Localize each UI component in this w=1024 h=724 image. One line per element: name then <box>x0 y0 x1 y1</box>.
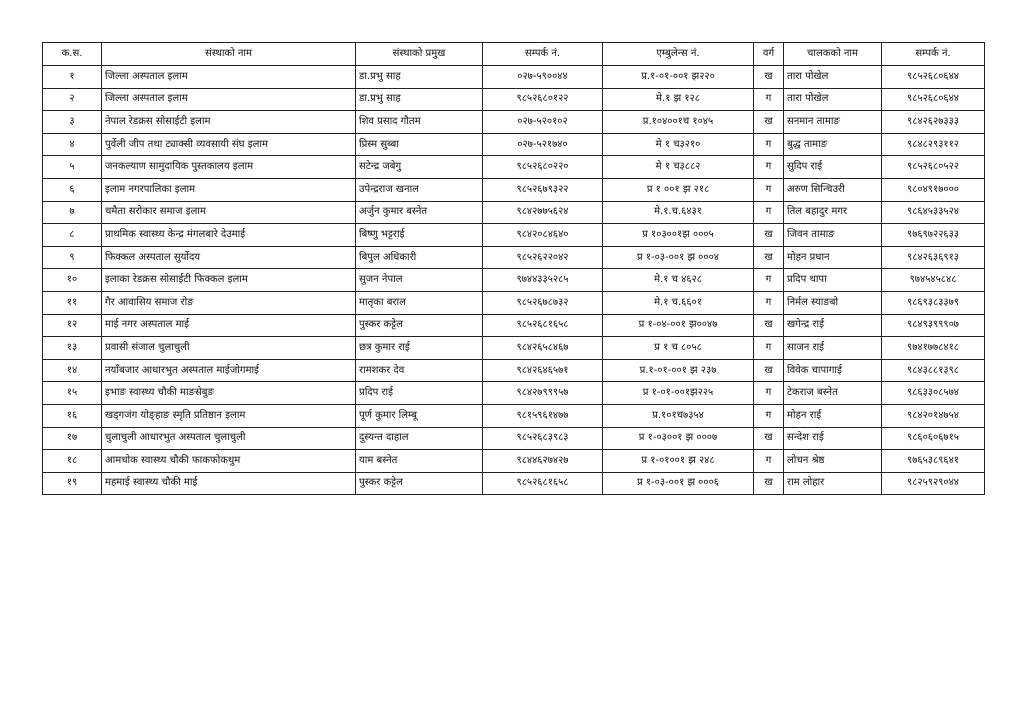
class-cell: ग <box>754 450 784 473</box>
organization-head-cell: सुजन नेपाल <box>356 269 483 292</box>
table-row <box>43 66 985 89</box>
contact-number-cell: ९८५२६८०२२० <box>483 156 603 179</box>
driver-contact-cell: ९८०४९१७००० <box>882 178 985 201</box>
header-driver-name: चालकको नाम <box>784 43 882 66</box>
ambulance-number-cell: प्र १-०३-००१ झ ०००६ <box>603 472 754 495</box>
class-cell: ख <box>754 359 784 382</box>
organization-name-cell: गैर आवासिय समाज रोङ <box>102 291 356 314</box>
organization-head-cell: डा.प्रभु साह <box>356 66 483 89</box>
serial-cell: १४ <box>43 359 102 382</box>
table-row <box>43 337 985 360</box>
driver-name-cell: सनमान तामाङ <box>784 111 882 134</box>
ambulance-number-cell: मे.१ झ १२८ <box>603 88 754 111</box>
contact-number-cell: ९८४४६२७४२७ <box>483 450 603 473</box>
class-cell: ग <box>754 337 784 360</box>
header-organization-name: संस्थाको नाम <box>102 43 356 66</box>
driver-name-cell: तारा पोखेल <box>784 88 882 111</box>
table-row <box>43 201 985 224</box>
driver-name-cell: प्रदिप थापा <box>784 269 882 292</box>
table-row <box>43 156 985 179</box>
organization-head-cell: छत्र कुमार राई <box>356 337 483 360</box>
table-row <box>43 133 985 156</box>
organization-name-cell: इलाका रेडक्रस सोसाईटी फिक्कल इलाम <box>102 269 356 292</box>
table-row <box>43 472 985 495</box>
class-cell: ग <box>754 88 784 111</box>
contact-number-cell: ०२७-५२१७४० <box>483 133 603 156</box>
class-cell: ख <box>754 314 784 337</box>
class-cell: ख <box>754 427 784 450</box>
ambulance-number-cell: प्र.१-०१-००१ झ २३७ <box>603 359 754 382</box>
header-organization-head: संस्थाको प्रमुख <box>356 43 483 66</box>
serial-cell: १९ <box>43 472 102 495</box>
table-row <box>43 111 985 134</box>
organization-name-cell: प्राथमिक स्वास्थ्य केन्द्र मंगलबारे देउमाई <box>102 224 356 247</box>
organization-name-cell: जिल्ला अस्पताल इलाम <box>102 66 356 89</box>
contact-number-cell: ९८५२६८१६५८ <box>483 314 603 337</box>
driver-contact-cell: ९८६३३०८५७४ <box>882 382 985 405</box>
class-cell: ख <box>754 224 784 247</box>
driver-name-cell: सुदिप राई <box>784 156 882 179</box>
ambulance-number-cell: प्र १-०४-००१ झ००४७ <box>603 314 754 337</box>
organization-head-cell: अर्जुन कुमार बस्नेत <box>356 201 483 224</box>
contact-number-cell: ९८४२०८४६४० <box>483 224 603 247</box>
driver-contact-cell: ९८६९३८३३७९ <box>882 291 985 314</box>
serial-cell: १० <box>43 269 102 292</box>
organization-name-cell: फिक्कल अस्पताल सुर्योदय <box>102 246 356 269</box>
header-serial: क.स. <box>43 43 102 66</box>
table-row <box>43 427 985 450</box>
contact-number-cell: ९८५२६८३९८३ <box>483 427 603 450</box>
organization-head-cell: दुस्यन्त दाहाल <box>356 427 483 450</box>
table-row <box>43 224 985 247</box>
class-cell: ग <box>754 201 784 224</box>
organization-head-cell: प्रदिप राई <box>356 382 483 405</box>
class-cell: ख <box>754 472 784 495</box>
header-contact-number: सम्पर्क नं. <box>483 43 603 66</box>
driver-name-cell: विवेक चापागाई <box>784 359 882 382</box>
table-header-row <box>43 43 985 66</box>
driver-name-cell: जिवन तामाङ <box>784 224 882 247</box>
table-row <box>43 359 985 382</box>
ambulance-number-cell: प्र १-०१-००१झ२२५ <box>603 382 754 405</box>
serial-cell: १८ <box>43 450 102 473</box>
ambulance-number-cell: प्र.१०४००१च १०४५ <box>603 111 754 134</box>
driver-name-cell: निर्मल स्याङबो <box>784 291 882 314</box>
table-row <box>43 404 985 427</box>
contact-number-cell: ९८५२६८१६५८ <box>483 472 603 495</box>
ambulance-number-cell: मे १ च३२१० <box>603 133 754 156</box>
table-row <box>43 269 985 292</box>
driver-name-cell: लोचन श्रेष्ठ <box>784 450 882 473</box>
organization-name-cell: माई नगर अस्पताल माई <box>102 314 356 337</box>
organization-name-cell: चमैता सरोकार समाज इलाम <box>102 201 356 224</box>
class-cell: ख <box>754 111 784 134</box>
table-row <box>43 314 985 337</box>
contact-number-cell: ९८४२६४६५७१ <box>483 359 603 382</box>
organization-name-cell: पुर्वेली जीप तथा ट्याक्सी व्यवसायी संघ इलाम <box>102 133 356 156</box>
driver-name-cell: तिल बहादुर मगर <box>784 201 882 224</box>
table-row <box>43 291 985 314</box>
class-cell: ग <box>754 269 784 292</box>
ambulance-number-cell: मे.१ च ४६२८ <box>603 269 754 292</box>
ambulance-number-cell: प्र १०३००१झ ०००५ <box>603 224 754 247</box>
serial-cell: ३ <box>43 111 102 134</box>
organization-head-cell: शिव प्रसाद गौतम <box>356 111 483 134</box>
class-cell: ख <box>754 246 784 269</box>
driver-contact-cell: ९८५२६८०६४४ <box>882 88 985 111</box>
table-row <box>43 88 985 111</box>
class-cell: ग <box>754 156 784 179</box>
contact-number-cell: ९८५२६७८७३२ <box>483 291 603 314</box>
organization-name-cell: प्रवासी संजाल चुलाचुली <box>102 337 356 360</box>
header-ambulance-number: एम्बुलेन्स नं. <box>603 43 754 66</box>
contact-number-cell: ०२७-५२०१०२ <box>483 111 603 134</box>
table-row <box>43 246 985 269</box>
driver-name-cell: खगेन्द्र राई <box>784 314 882 337</box>
organization-head-cell: पूर्ण कुमार लिम्बू <box>356 404 483 427</box>
contact-number-cell: ९८५२६७९३२२ <box>483 178 603 201</box>
contact-number-cell: ९८१५९६१४७७ <box>483 404 603 427</box>
contact-number-cell: ०२७-५९००४४ <box>483 66 603 89</box>
organization-head-cell: याम बस्नेत <box>356 450 483 473</box>
driver-name-cell: राम लोहार <box>784 472 882 495</box>
organization-name-cell: आमचोक स्वास्थ्य चौकी फाकफोकथुम <box>102 450 356 473</box>
ambulance-contact-table <box>42 42 985 495</box>
header-driver-contact: सम्पर्क नं. <box>882 43 985 66</box>
organization-head-cell: बिपुल अधिकारी <box>356 246 483 269</box>
contact-number-cell: ९८४२७९९९५७ <box>483 382 603 405</box>
ambulance-number-cell: प्र.१-०१-००१ झ२२० <box>603 66 754 89</box>
organization-head-cell: पुस्कर कट्टेल <box>356 472 483 495</box>
driver-contact-cell: ९७४५४५८४८ <box>882 269 985 292</box>
organization-head-cell: सटेन्द्र जबेगु <box>356 156 483 179</box>
driver-contact-cell: ९७४१७७८४१८ <box>882 337 985 360</box>
driver-name-cell: मोहन प्रधान <box>784 246 882 269</box>
driver-contact-cell: ९८४२६२७३३३ <box>882 111 985 134</box>
table-row <box>43 450 985 473</box>
serial-cell: १७ <box>43 427 102 450</box>
driver-name-cell: साजन राई <box>784 337 882 360</box>
ambulance-number-cell: मे.१.च.६४३१ <box>603 201 754 224</box>
contact-number-cell: ९७४४३३५२८५ <box>483 269 603 292</box>
serial-cell: ११ <box>43 291 102 314</box>
contact-number-cell: ९८५२६२२०४२ <box>483 246 603 269</box>
organization-name-cell: खड्गजंग योङ्हाङ स्मृति प्रतिष्ठान इलाम <box>102 404 356 427</box>
organization-head-cell: डा.प्रभु साह <box>356 88 483 111</box>
organization-head-cell: मातृका बराल <box>356 291 483 314</box>
serial-cell: १६ <box>43 404 102 427</box>
organization-head-cell: बिष्णु भट्टराई <box>356 224 483 247</box>
organization-head-cell: प्रिस्म सुब्बा <box>356 133 483 156</box>
organization-head-cell: पुस्कर कट्टेल <box>356 314 483 337</box>
serial-cell: ७ <box>43 201 102 224</box>
driver-contact-cell: ९८५२६८०५२२ <box>882 156 985 179</box>
driver-contact-cell: ९८२५९२९०४४ <box>882 472 985 495</box>
class-cell: ग <box>754 382 784 405</box>
contact-number-cell: ९८४२६५८४६७ <box>483 337 603 360</box>
organization-head-cell: उपेन्द्रराज खनाल <box>356 178 483 201</box>
serial-cell: १ <box>43 66 102 89</box>
ambulance-number-cell: प्र १-०३००१ झ ०००७ <box>603 427 754 450</box>
table-row <box>43 178 985 201</box>
class-cell: ग <box>754 133 784 156</box>
driver-name-cell: अरुण सिन्चिउरी <box>784 178 882 201</box>
ambulance-number-cell: प्र.१०१च७३५४ <box>603 404 754 427</box>
ambulance-number-cell: प्र १-०१००१ झ २४८ <box>603 450 754 473</box>
serial-cell: ४ <box>43 133 102 156</box>
driver-contact-cell: ९८४९३९९९०७ <box>882 314 985 337</box>
ambulance-number-cell: प्र १ च ८०५८ <box>603 337 754 360</box>
serial-cell: २ <box>43 88 102 111</box>
driver-name-cell: सन्देश राई <box>784 427 882 450</box>
ambulance-number-cell: प्र १ ००१ झ २१८ <box>603 178 754 201</box>
driver-contact-cell: ९८४३८८१३९८ <box>882 359 985 382</box>
ambulance-number-cell: मे.१ च.६६०१ <box>603 291 754 314</box>
driver-name-cell: तारा पोखेल <box>784 66 882 89</box>
driver-contact-cell: ९८४२०१४७५४ <box>882 404 985 427</box>
serial-cell: १३ <box>43 337 102 360</box>
organization-name-cell: इभाङ स्वास्थ्य चौकी माङसेबुङ <box>102 382 356 405</box>
serial-cell: ८ <box>43 224 102 247</box>
driver-contact-cell: ९८५२६८०६४४ <box>882 66 985 89</box>
class-cell: ग <box>754 291 784 314</box>
ambulance-number-cell: प्र १-०३-००१ झ ०००४ <box>603 246 754 269</box>
serial-cell: १२ <box>43 314 102 337</box>
header-class: वर्ग <box>754 43 784 66</box>
serial-cell: १५ <box>43 382 102 405</box>
serial-cell: ६ <box>43 178 102 201</box>
contact-number-cell: ९८४२७७५६२४ <box>483 201 603 224</box>
organization-name-cell: इलाम नगरपालिका इलाम <box>102 178 356 201</box>
driver-contact-cell: ९७६५३८९६४१ <box>882 450 985 473</box>
class-cell: ग <box>754 178 784 201</box>
driver-contact-cell: ९८६४५३३५२४ <box>882 201 985 224</box>
table-row <box>43 382 985 405</box>
driver-contact-cell: ९७६९७२२६३३ <box>882 224 985 247</box>
serial-cell: ५ <box>43 156 102 179</box>
driver-contact-cell: ९८४८२९३११२ <box>882 133 985 156</box>
driver-contact-cell: ९८४२६३६९१३ <box>882 246 985 269</box>
organization-name-cell: नेपाल रेडक्रस सोसाईटी इलाम <box>102 111 356 134</box>
class-cell: ग <box>754 404 784 427</box>
organization-name-cell: जनकल्याण सामुदायिक पुस्तकालय इलाम <box>102 156 356 179</box>
organization-name-cell: जिल्ला अस्पताल इलाम <box>102 88 356 111</box>
driver-contact-cell: ९८६०६०६७१५ <box>882 427 985 450</box>
driver-name-cell: टेकराज बस्नेत <box>784 382 882 405</box>
organization-name-cell: महमाई स्वास्थ्य चौकी माई <box>102 472 356 495</box>
organization-name-cell: चुलाचुली आधारभुत अस्पताल चुलाचुली <box>102 427 356 450</box>
serial-cell: ९ <box>43 246 102 269</box>
driver-name-cell: मोहन राई <box>784 404 882 427</box>
table-body <box>43 66 985 495</box>
contact-number-cell: ९८५२६८०१२२ <box>483 88 603 111</box>
organization-name-cell: नयाँबजार आधारभुत अस्पताल माईजोगमाई <box>102 359 356 382</box>
organization-head-cell: रामशकर देव <box>356 359 483 382</box>
driver-name-cell: बुद्ध तामाङ <box>784 133 882 156</box>
ambulance-number-cell: मे १ च३८८२ <box>603 156 754 179</box>
class-cell: ख <box>754 66 784 89</box>
